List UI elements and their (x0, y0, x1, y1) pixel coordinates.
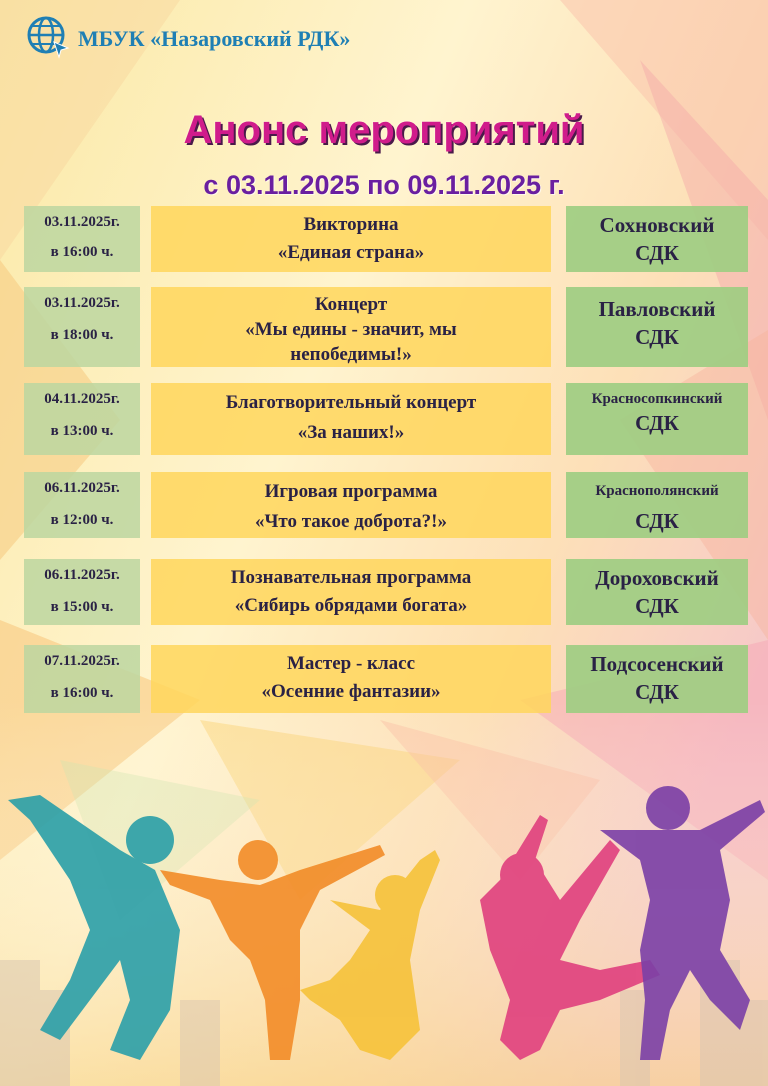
event-time: в 18:00 ч. (50, 327, 114, 343)
event-venue-cell (566, 472, 748, 538)
venue-type: СДК (635, 680, 679, 704)
event-date: 06.11.2025г. (44, 480, 120, 496)
venue-type: СДК (635, 594, 679, 618)
event-title-cell (151, 287, 551, 367)
globe-icon (26, 15, 70, 59)
event-type: Игровая программа (264, 481, 438, 502)
event-title-cell (151, 383, 551, 455)
event-title-cell (151, 472, 551, 538)
venue-type: СДК (635, 509, 679, 533)
event-name: «Единая страна» (277, 242, 425, 263)
venue-type: СДК (635, 411, 679, 435)
organization-name: МБУК «Назаровский РДК» (78, 26, 351, 51)
venue-type: СДК (635, 241, 679, 265)
event-date: 06.11.2025г. (44, 567, 120, 583)
event-title-cell (151, 206, 551, 272)
event-date: 04.11.2025г. (44, 391, 120, 407)
event-time: в 13:00 ч. (50, 423, 114, 439)
event-date-cell (24, 383, 140, 455)
event-time: в 15:00 ч. (50, 599, 114, 615)
event-name: «Что такое доброта?!» (254, 511, 448, 532)
event-type: Викторина (303, 214, 399, 235)
event-time: в 12:00 ч. (50, 512, 114, 528)
event-name: «Мы едины - значит, мы (245, 319, 457, 340)
venue-name: Сохновский (599, 213, 715, 237)
event-venue-cell (566, 206, 748, 272)
event-title-cell (151, 645, 551, 713)
event-type: Концерт (314, 294, 388, 315)
event-date-cell (24, 206, 140, 272)
event-type: Познавательная программа (230, 567, 472, 588)
event-date: 03.11.2025г. (44, 295, 120, 311)
event-date-cell (24, 645, 140, 713)
venue-name: Подсосенский (590, 652, 724, 676)
event-venue-cell (566, 383, 748, 455)
event-name: «Осенние фантазии» (261, 681, 441, 702)
event-date-cell (24, 472, 140, 538)
venue-name: Павловский (598, 297, 716, 321)
page-title: Анонс мероприятий (183, 108, 585, 152)
event-venue-cell (566, 559, 748, 625)
event-venue-cell (566, 645, 748, 713)
event-date: 07.11.2025г. (44, 653, 120, 669)
event-date-cell (24, 287, 140, 367)
event-type: Мастер - класс (287, 653, 415, 674)
event-date-cell (24, 559, 140, 625)
event-venue-cell (566, 287, 748, 367)
event-time: в 16:00 ч. (50, 244, 114, 260)
event-name: «Сибирь обрядами богата» (234, 595, 468, 616)
venue-type: СДК (635, 325, 679, 349)
period-subtitle: с 03.11.2025 по 09.11.2025 г. (203, 170, 565, 200)
venue-name: Дороховский (595, 566, 719, 590)
venue-name: Красносопкинский (591, 391, 723, 407)
venue-name: Краснополянский (595, 483, 719, 499)
event-date: 03.11.2025г. (44, 214, 120, 230)
event-name-continued: непобедимы!» (290, 344, 412, 365)
event-time: в 16:00 ч. (50, 685, 114, 701)
event-type: Благотворительный концерт (225, 392, 477, 413)
event-title-cell (151, 559, 551, 625)
event-name: «За наших!» (297, 422, 405, 443)
